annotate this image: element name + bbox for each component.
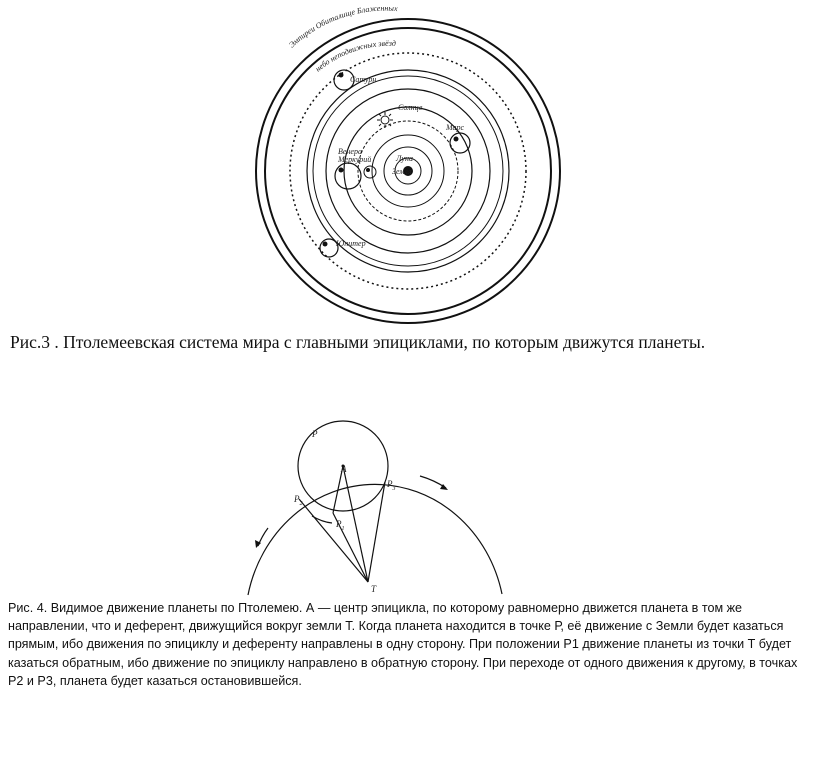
earth-label: Земля [392,167,412,176]
mars-planet [454,137,459,142]
ptolemaic-system-diagram [0,0,816,330]
saturn-label: Сатурн [350,75,377,84]
label-P: P [312,429,318,439]
line-T-A [343,466,368,582]
moon-label: Луна [396,154,413,163]
label-P3: $P_3$ [387,479,396,492]
mars-label: Марс [446,123,465,132]
arrow-epicycle [312,516,332,523]
mars-epicycle [450,133,470,153]
saturn-planet [339,73,344,78]
empyrean-label: Эмпиреи Обиталище Блаженных [287,3,398,50]
figure-4-caption: Рис. 4. Видимое движение планеты по Птолемею. А — центр эпицикла, по которому равномерно движется планета в том же направлении, что и деферент, движущийся вокруг земли Т. Когда планета находится в точке Р, её движение с Земли будет казаться прямым, ибо движения по эпициклу и деференту направлены в одну сторону. При положении Р1 движение планеты из точки Т будет казаться обратным, ибо движение по эпициклу направлено в обратную сторону. При переходе от одного движения к другому, в точках Р2 и Р3, планета будет казаться остановившейся. [8,601,798,688]
figure-3-caption: Рис.3 . Птолемеевская система мира с главными эпициклами, по которым движутся планеты. [10,332,706,352]
jupiter-planet [323,242,328,247]
label-P1: $P_1$ [336,519,345,532]
venus-epicycle [335,163,361,189]
line-T-P3 [368,482,385,582]
label-A: A [341,464,347,474]
sun-label: Солнце [398,103,423,112]
epicycle-motion-diagram [0,420,816,600]
label-T: T [371,584,377,594]
fixed-stars-label: небо неподвижных звёзд [313,38,397,74]
venus-label: Венера [338,147,362,156]
label-P2: $P_2$ [294,494,303,507]
jupiter-label: Юпитер [336,239,366,248]
mercury-epicycle [364,166,376,178]
mercury-planet [366,168,370,172]
venus-planet [339,168,344,173]
mercury-label: Меркурий [338,155,372,164]
sun-icon [377,112,393,128]
